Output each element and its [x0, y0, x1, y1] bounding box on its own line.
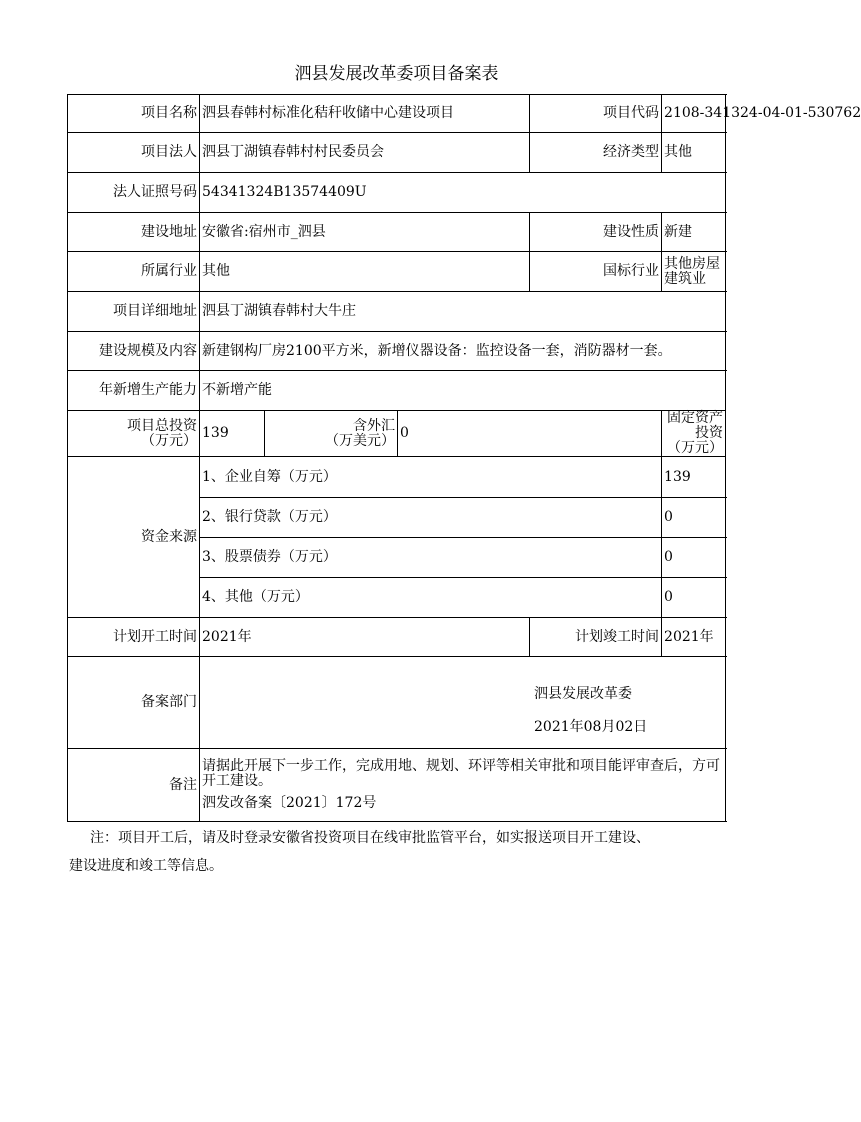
funding-item-label: 2、银行贷款（万元）: [200, 498, 662, 538]
economic-type-value: 其他: [662, 133, 726, 173]
table-row: [68, 213, 726, 252]
table-row: [68, 332, 726, 371]
project-name-value: 泗县春韩村标准化秸秆收储中心建设项目: [200, 95, 530, 133]
funding-item-label: 4、其他（万元）: [200, 578, 662, 618]
table-row: [68, 133, 726, 173]
industry-label: 所属行业: [68, 252, 200, 292]
project-name-label: 项目名称: [68, 95, 200, 133]
page-title: 泗县发展改革委项目备案表: [294, 64, 499, 84]
build-nature-label: 建设性质: [530, 213, 662, 252]
total-investment-label-line2: （万元）: [141, 432, 197, 449]
footnote-line-1: 注：项目开工后，请及时登录安徽省投资项目在线审批监管平台，如实报送项目开工建设、: [90, 830, 650, 846]
footnote: [69, 824, 730, 880]
economic-type-label: 经济类型: [530, 133, 662, 173]
capacity-label: 年新增生产能力: [68, 371, 200, 411]
filing-dept-label: 备案部门: [68, 657, 200, 749]
legal-cert-label: 法人证照号码: [68, 173, 200, 213]
table-row: [68, 95, 726, 133]
funding-item-value: 0: [662, 538, 726, 578]
filing-dept-cell: [200, 657, 726, 749]
fixed-asset-label-line2: （万元）: [667, 440, 724, 456]
foreign-exchange-value: 0: [398, 411, 662, 457]
funding-label: 资金来源: [68, 457, 200, 618]
total-investment-label-line1: 项目总投资: [127, 417, 197, 434]
remarks-doc-number: 泗发改备案〔2021〕172号: [202, 795, 377, 811]
filing-form-table: [67, 94, 861, 822]
table-row: [68, 411, 726, 457]
funding-item-value: 139: [662, 457, 726, 498]
remarks-text: 请据此开展下一步工作，完成用地、规划、环评等相关审批和项目能评审查后，方可开工建设。: [202, 758, 720, 789]
table-row: [68, 371, 726, 411]
fixed-asset-label: [662, 411, 726, 457]
filing-dept-org: 泗县发展改革委: [534, 686, 632, 702]
legal-person-value: 泗县丁湖镇春韩村村民委员会: [200, 133, 530, 173]
funding-item-value: 0: [662, 578, 726, 618]
national-industry-label: 国标行业: [530, 252, 662, 292]
end-time-label: 计划竣工时间: [530, 618, 662, 657]
table-row: [68, 618, 726, 657]
foreign-exchange-label-line2: （万美元）: [325, 432, 395, 449]
funding-item-value: 0: [662, 498, 726, 538]
funding-item-label: 1、企业自筹（万元）: [200, 457, 662, 498]
table-row: [68, 749, 726, 822]
national-industry-value: 其他房屋建筑业: [662, 252, 726, 292]
start-time-label: 计划开工时间: [68, 618, 200, 657]
legal-person-label: 项目法人: [68, 133, 200, 173]
footnote-line-2: 建设进度和竣工等信息。: [69, 858, 223, 874]
remarks-label: 备注: [68, 749, 200, 822]
table-row: [68, 173, 726, 213]
detail-address-label: 项目详细地址: [68, 292, 200, 332]
scale-value: 新建钢构厂房2100平方米，新增仪器设备：监控设备一套，消防器材一套。: [200, 332, 726, 371]
total-investment-label: [68, 411, 200, 457]
scale-label: 建设规模及内容: [68, 332, 200, 371]
foreign-exchange-label: [265, 411, 398, 457]
table-row: [68, 252, 726, 292]
industry-value: 其他: [200, 252, 530, 292]
remarks-cell: [200, 749, 726, 822]
table-row: [68, 292, 726, 332]
filing-dept-date: 2021年08月02日: [534, 719, 648, 735]
build-nature-value: 新建: [662, 213, 726, 252]
start-time-value: 2021年: [200, 618, 530, 657]
build-address-label: 建设地址: [68, 213, 200, 252]
project-code-value: 2108-341324-04-01-530762: [662, 95, 726, 133]
foreign-exchange-label-line1: 含外汇: [353, 417, 395, 434]
build-address-value: 安徽省:宿州市_泗县: [200, 213, 530, 252]
fixed-asset-label-line1: 固定资产投资: [667, 410, 724, 441]
table-row: [68, 657, 726, 749]
table-row: [68, 457, 726, 498]
detail-address-value: 泗县丁湖镇春韩村大牛庄: [200, 292, 726, 332]
funding-item-label: 3、股票债券（万元）: [200, 538, 662, 578]
total-investment-value: 139: [200, 411, 265, 457]
legal-cert-value: 54341324B13574409U: [200, 173, 726, 213]
project-code-label: 项目代码: [530, 95, 662, 133]
end-time-value: 2021年: [662, 618, 726, 657]
capacity-value: 不新增产能: [200, 371, 726, 411]
